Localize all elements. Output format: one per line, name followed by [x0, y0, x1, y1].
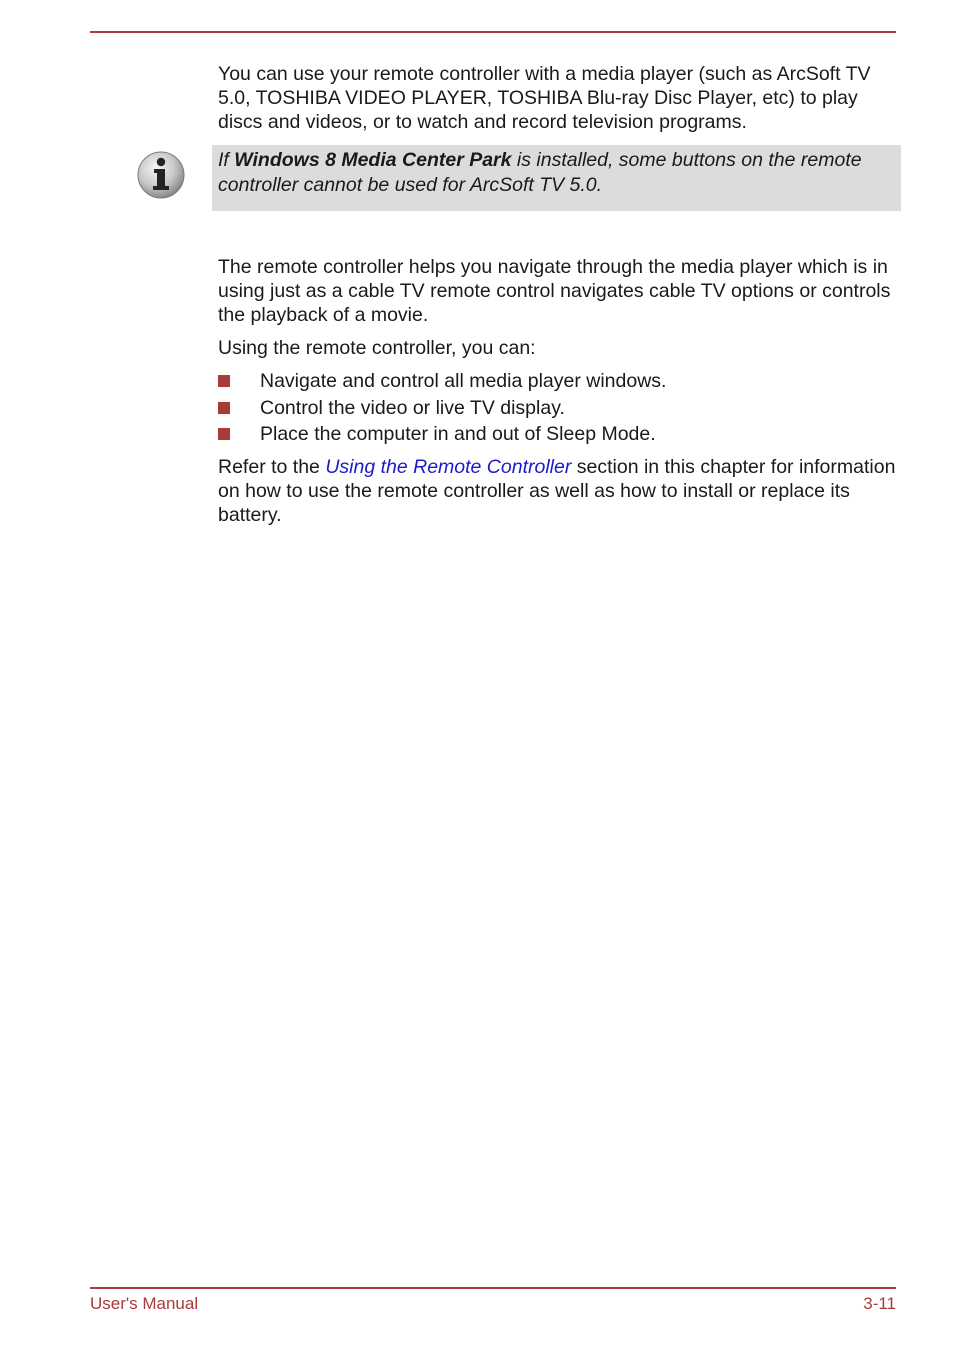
note-prefix: If: [218, 149, 235, 171]
remote-controller-link[interactable]: Using the Remote Controller: [325, 455, 572, 478]
header-rule: [90, 31, 896, 33]
list-item: [218, 369, 900, 396]
bullet-list: [218, 369, 900, 449]
list-item-text: Place the computer in and out of Sleep Mode.: [260, 423, 656, 445]
note-suffix: is installed, some buttons on the remote controller cannot be used for ArcSoft TV 5.0.: [218, 149, 862, 196]
list-item-text: Control the video or live TV display.: [260, 396, 565, 419]
intro-paragraph: You can use your remote controller with a media player (such as ArcSoft TV 5.0, TOSHIBA VIDEO PLAYER, TOSHIBA Blu-ray Disc Player, etc) to play discs and videos, or to watch and record television programs.: [218, 63, 871, 133]
body-paragraph: The remote controller helps you navigate through the media player which is in using just as a cable TV remote control navigates cable TV options or controls the playback of a movie.: [218, 256, 891, 326]
note-spacer: [218, 143, 900, 255]
footer-manual-title: User's Manual: [90, 1294, 199, 1313]
bullet-square: [218, 428, 230, 440]
bullet-square: [218, 375, 230, 387]
bullet-square: [218, 402, 230, 414]
refer-suffix: section in this chapter for information on how to use the remote controller as well as how to install or replace its battery.: [218, 455, 896, 526]
list-intro: Using the remote controller, you can:: [218, 337, 536, 359]
main-content: [218, 62, 900, 536]
refer-paragraph: [218, 455, 900, 527]
info-icon: [136, 150, 186, 200]
refer-prefix: Refer to the: [218, 455, 326, 478]
note-emphasis: Windows 8 Media Center Park: [234, 149, 512, 171]
list-item: [218, 396, 900, 423]
list-item-text: Navigate and control all media player windows.: [260, 370, 667, 392]
list-item: [218, 422, 900, 449]
footer-rule: [90, 1287, 896, 1289]
page-number: 3-11: [863, 1294, 896, 1313]
